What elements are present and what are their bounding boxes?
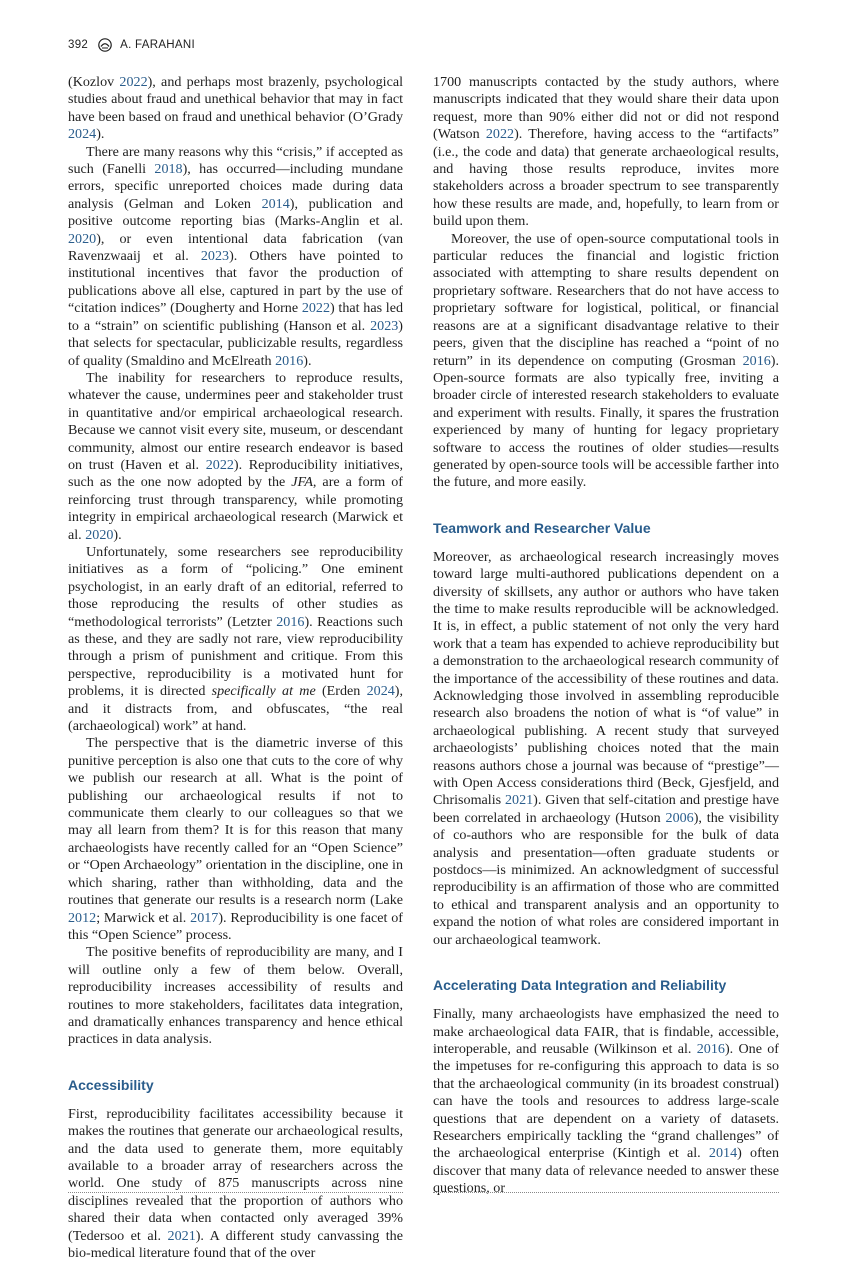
paragraph: Unfortunately, some researchers see reproducibility initiatives as a form of “policing.” One eminent psychologist, in an early draft of an editorial, referred to those reproducing the results of other studies as “methodological terrorists” (Letzter 2016). Reactions such as these, and they are sadly not rare, view reproducibility through a prism of punishment and critique. From this perspective, reproducibility is a motivated hunt for problems, it is directed specifically at me (Erden 2024), and it distracts from, and obfuscates, “the real (archaeological) work” at hand. xyxy=(68,543,403,735)
citation-link[interactable]: 2016 xyxy=(275,352,304,369)
paragraph: First, reproducibility facilitates accessibility because it makes the routines that generate our archaeological results, and the data used to generate them, more equitably available to a broader array of researchers across the world. One study of 875 manuscripts across nine disciplines revealed that the proportion of authors who shared their data when contacted only averaged 39% (Tedersoo et al. 2021). A different study canvassing the bio-medical literature found that of the over xyxy=(68,1105,403,1261)
citation-link[interactable]: 2006 xyxy=(665,809,694,826)
citation-link[interactable]: 2017 xyxy=(190,909,219,926)
right-column xyxy=(433,74,779,1198)
paragraph: There are many reasons why this “crisis,” if accepted as such (Fanelli 2018), has occurred—including mundane errors, specific unreported choices made during data analysis (Gelman and Loken 2014), publication and positive outcome reporting bias (Marks-Anglin et al. 2020), or even intentional data fabrication (van Ravenzwaaij et al. 2023). Others have pointed to institutional incentives that favor the production of publications above all else, captured in part by the use of “citation indices” (Dougherty and Horne 2022) that has led to a “strain” on scientific publishing (Hanson et al. 2023) that selects for spectacular, publicizable results, regardless of quality (Smaldino and McElreath 2016). xyxy=(68,143,403,369)
citation-link[interactable]: 2014 xyxy=(708,1145,738,1162)
citation-link[interactable]: 2012 xyxy=(68,909,97,926)
citation-link[interactable]: 2023 xyxy=(200,248,230,265)
citation-link[interactable]: 2021 xyxy=(167,1227,196,1244)
citation-link[interactable]: 2022 xyxy=(301,300,331,317)
citation-link[interactable]: 2016 xyxy=(742,352,771,369)
citation-link[interactable]: 2018 xyxy=(154,161,183,178)
page-number: 392 xyxy=(68,39,89,51)
citation-link[interactable]: 2024 xyxy=(68,126,97,143)
paragraph: Moreover, the use of open-source computational tools in particular reduces the financial and logistic friction associated with attempting to share results dependent on proprietary software. Researchers that do not have access to proprietary software for logistical, political, or financial reasons are at a significant disadvantage relative to their peers, given that the discipline has reached a “point of no return” in its dependence on computing (Grosman 2016). Open-source formats are also typically free, inviting a broader circle of interested research stakeholders to evaluate and experiment with results. Finally, it spares the frustration experienced by many of hunting for legacy proprietary software to access the routines of older studies—results generated by open-source tools will be accessible farther into the future, and more easily. xyxy=(433,230,779,491)
left-column xyxy=(68,74,403,1262)
publisher-logo-icon xyxy=(98,38,112,52)
section-heading-teamwork: Teamwork and Researcher Value xyxy=(433,519,651,536)
citation-link[interactable]: 2022 xyxy=(119,74,148,90)
paragraph: The perspective that is the diametric inverse of this punitive perception is also one that cuts to the core of why we publish our research at all. What is the point of publishing our archaeological results if not to communicate them clearly to our colleagues so that we may all learn from them? It is for this reason that many archaeologists have recently called for an “Open Science” or “Open Archaeology” orientation in the discipline, one in which sharing, rather than withholding, data and the routines that generate our results is a research norm (Lake 2012; Marwick et al. 2017). Reproducibility is one facet of this “Open Science” process. xyxy=(68,735,403,943)
citation-link[interactable]: 2016 xyxy=(696,1040,725,1057)
citation-link[interactable]: 2014 xyxy=(261,195,290,212)
paragraph: Moreover, as archaeological research increasingly moves toward large multi-authored publications dependent on a diversity of skillsets, any author or authors who have taken the time to make results reproducible will be acknowledged. It is, in effect, a public statement of not only the very hard work that a team has expended to achieve reproducibility but a demonstration to the archaeological research community of the importance of the accessibility of these routines and data. Acknowledging those involved in assembling reproducible research also broadens the notion of what is “of value” in archaeological publishing. A recent study that surveyed archaeologists’ publishing choices noted that the main reasons authors chose a journal was because of “prestige”—with Open Access considerations third (Beck, Gjesfjeld, and Chrisomalis 2021). Given that self-citation and prestige have been correlated in archaeology (Hutson 2006), the visibility of co-authors who are responsible for the bulk of data analysis and presentation—often graduate students or postdocs—is minimized. An acknowledgment of successful reproducibility is an affirmation of those who are committed to ethical and transparent analysis and an opportunity to expand the notion of what roles are considered important in our archaeological teamwork. xyxy=(433,548,779,948)
citation-link[interactable]: 2020 xyxy=(85,526,114,543)
running-head xyxy=(68,36,195,54)
paragraph: The positive benefits of reproducibility are many, and I will outline only a few of them below. Overall, reproducibility increases accessibility of results and routines to more stakeholders, facilitates data integration, and dramatically enhances transparency and hence ethical practices in data analysis. xyxy=(68,944,403,1048)
paragraph: (Kozlov 2022), and perhaps most brazenly, psychological studies about fraud and unethical behavior that may in fact have been based on fraud and unethical behavior (O’Grady 2024). xyxy=(68,74,403,143)
citation-link[interactable]: 2023 xyxy=(370,317,399,334)
citation-link[interactable]: 2024 xyxy=(366,683,395,700)
section-heading-accelerating: Accelerating Data Integration and Reliability xyxy=(433,977,727,994)
running-author: A. FARAHANI xyxy=(120,39,195,51)
paragraph: Finally, many archaeologists have emphasized the need to make archaeological data FAIR, that is findable, accessible, interoperable, and reusable (Wilkinson et al. 2016). One of the impetuses for re-configuring this approach to data is so that the archaeological community (in its broadest construal) can have the tools and resources to address large-scale questions that are dependent on a variety of datasets. Researchers empirically tackling the “grand challenges” of the archaeological enterprise (Kintigh et al. 2014) often discover that many data of relevance needed to answer these questions, or xyxy=(433,1006,779,1197)
paragraph: The inability for researchers to reproduce results, whatever the cause, undermines peer and stakeholder trust in quantitative and/or empirical archaeological research. Because we cannot visit every site, museum, or descendant community, almost our entire research endeavor is based on trust (Haven et al. 2022). Reproducibility initiatives, such as the one now adopted by the JFA, are a form of reinforcing trust through transparency, while promoting integrity in empirical archaeological research (Marwick et al. 2020). xyxy=(68,369,404,543)
citation-link[interactable]: 2016 xyxy=(276,613,305,630)
citation-link[interactable]: 2021 xyxy=(504,792,534,809)
paragraph: 1700 manuscripts contacted by the study authors, where manuscripts indicated that they would share their data upon request, more than 90% either did not or did not respond (Watson 2022). Therefore, having access to the “artifacts” (i.e., the code and data) that generate archaeological results, and having those results reproduce, invites more stakeholders across a broader spectrum to see transparently how these results are made, and, hopefully, to learn from or build upon them. xyxy=(433,74,780,230)
citation-link[interactable]: 2022 xyxy=(205,456,234,473)
citation-link[interactable]: 2020 xyxy=(68,230,97,247)
citation-link[interactable]: 2022 xyxy=(485,126,515,143)
section-heading-accessibility: Accessibility xyxy=(68,1076,154,1093)
